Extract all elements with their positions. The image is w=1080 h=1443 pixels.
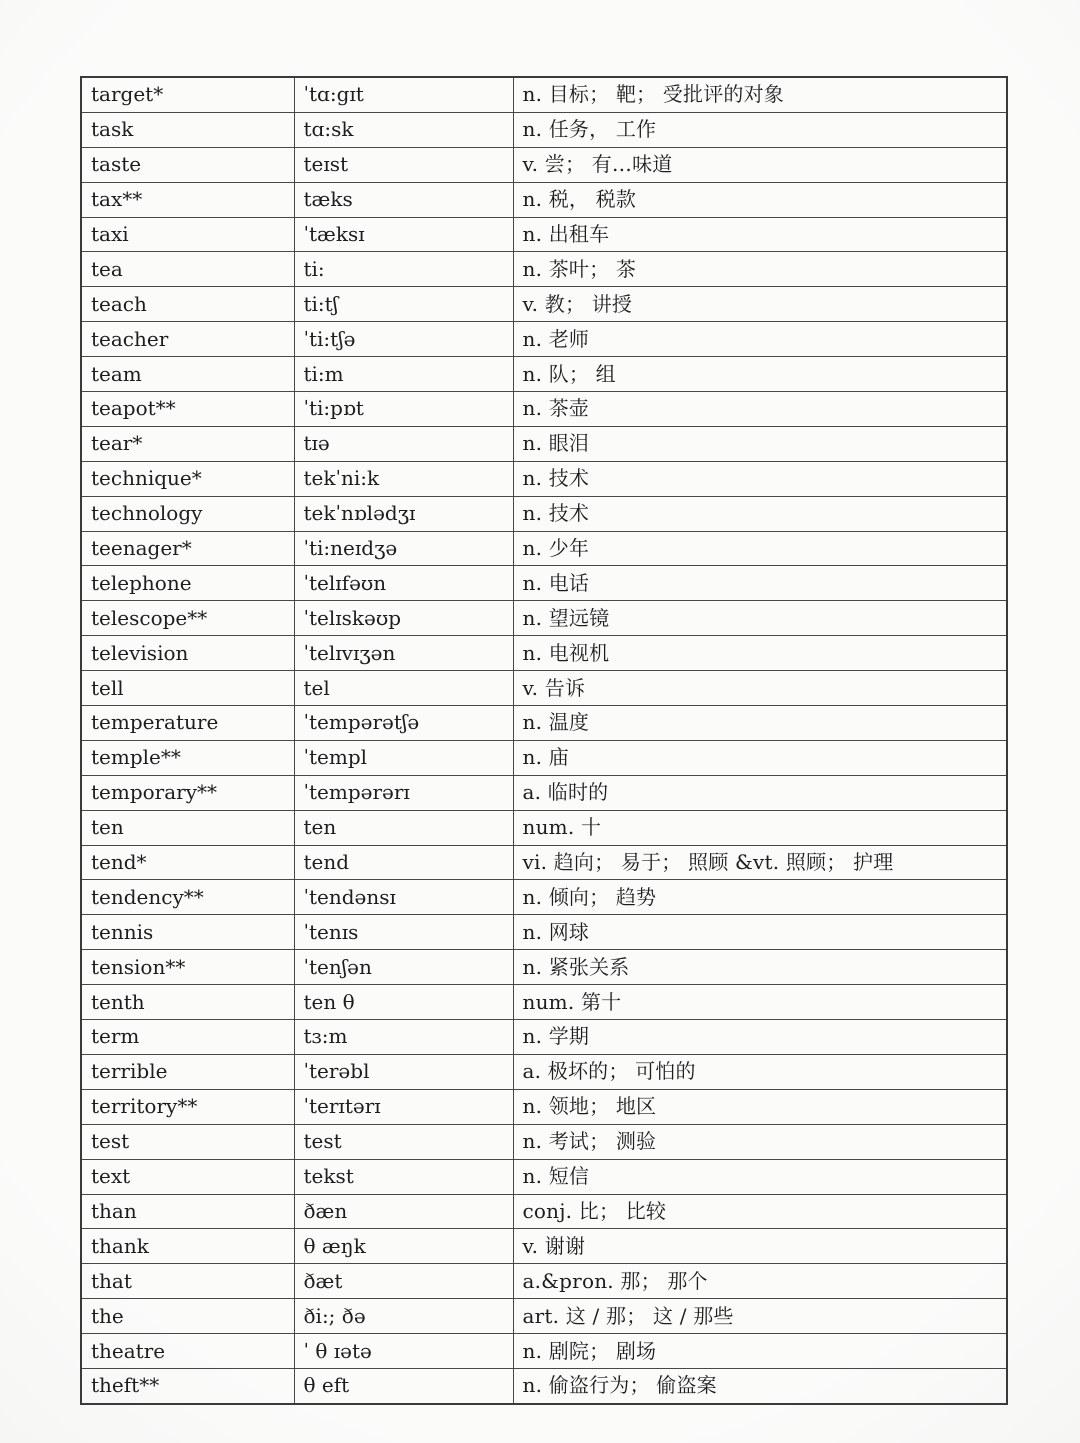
phonetic-cell: ˈti:pɒt <box>294 392 513 427</box>
phonetic-cell: ˈtelɪfəʊn <box>294 566 513 601</box>
phonetic-cell: test <box>294 1124 513 1159</box>
phonetic-cell: ˈtenɪs <box>294 915 513 950</box>
table-row <box>81 1124 1007 1159</box>
table-row <box>81 112 1007 147</box>
table-row <box>81 810 1007 845</box>
word-cell: territory** <box>81 1089 294 1124</box>
phonetic-cell: ˈtempl <box>294 740 513 775</box>
definition-cell: n. 偷盗行为； 偷盗案 <box>513 1368 1007 1403</box>
word-cell: that <box>81 1264 294 1299</box>
word-cell: tendency** <box>81 880 294 915</box>
phonetic-cell: tekˈni:k <box>294 461 513 496</box>
word-cell: tell <box>81 671 294 706</box>
definition-cell: n. 眼泪 <box>513 426 1007 461</box>
phonetic-cell: tæks <box>294 182 513 217</box>
definition-cell: a. 极坏的； 可怕的 <box>513 1054 1007 1089</box>
definition-cell: v. 尝； 有…味道 <box>513 147 1007 182</box>
definition-cell: num. 十 <box>513 810 1007 845</box>
phonetic-cell: ˈtempərətʃə <box>294 706 513 741</box>
definition-cell: n. 目标； 靶； 受批评的对象 <box>513 77 1007 112</box>
table-row <box>81 740 1007 775</box>
phonetic-cell: ði:; ðə <box>294 1299 513 1334</box>
phonetic-cell: ti:tʃ <box>294 287 513 322</box>
phonetic-cell: tɑ:sk <box>294 112 513 147</box>
table-row <box>81 845 1007 880</box>
table-row <box>81 950 1007 985</box>
definition-cell: n. 电话 <box>513 566 1007 601</box>
definition-cell: n. 队； 组 <box>513 357 1007 392</box>
definition-cell: a.&pron. 那； 那个 <box>513 1264 1007 1299</box>
definition-cell: n. 少年 <box>513 531 1007 566</box>
phonetic-cell: ti: <box>294 252 513 287</box>
phonetic-cell: ˈterɪtərɪ <box>294 1089 513 1124</box>
word-cell: terrible <box>81 1054 294 1089</box>
definition-cell: a. 临时的 <box>513 775 1007 810</box>
definition-cell: n. 考试； 测验 <box>513 1124 1007 1159</box>
word-cell: test <box>81 1124 294 1159</box>
word-cell: task <box>81 112 294 147</box>
phonetic-cell: ti:m <box>294 357 513 392</box>
word-cell: temple** <box>81 740 294 775</box>
table-row <box>81 636 1007 671</box>
phonetic-cell: ten θ <box>294 985 513 1020</box>
definition-cell: num. 第十 <box>513 985 1007 1020</box>
table-row <box>81 1334 1007 1369</box>
table-row <box>81 147 1007 182</box>
phonetic-cell: ˈtendənsɪ <box>294 880 513 915</box>
definition-cell: n. 老师 <box>513 322 1007 357</box>
word-cell: tea <box>81 252 294 287</box>
definition-cell: v. 谢谢 <box>513 1229 1007 1264</box>
phonetic-cell: ˈtempərərɪ <box>294 775 513 810</box>
phonetic-cell: θ eft <box>294 1368 513 1403</box>
word-cell: ten <box>81 810 294 845</box>
definition-cell: conj. 比； 比较 <box>513 1194 1007 1229</box>
phonetic-cell: ˈterəbl <box>294 1054 513 1089</box>
word-cell: teach <box>81 287 294 322</box>
table-row <box>81 985 1007 1020</box>
table-row <box>81 915 1007 950</box>
phonetic-cell: ten <box>294 810 513 845</box>
table-row <box>81 706 1007 741</box>
word-cell: technology <box>81 496 294 531</box>
word-cell: taste <box>81 147 294 182</box>
phonetic-cell: ˈtelɪskəʊp <box>294 601 513 636</box>
table-row <box>81 1299 1007 1334</box>
word-cell: tension** <box>81 950 294 985</box>
word-cell: theft** <box>81 1368 294 1403</box>
phonetic-cell: ˈtelɪvɪʒən <box>294 636 513 671</box>
definition-cell: n. 庙 <box>513 740 1007 775</box>
word-cell: thank <box>81 1229 294 1264</box>
table-row <box>81 775 1007 810</box>
phonetic-cell: ðæt <box>294 1264 513 1299</box>
word-cell: temperature <box>81 706 294 741</box>
table-row <box>81 1368 1007 1403</box>
table-row <box>81 287 1007 322</box>
word-cell: television <box>81 636 294 671</box>
phonetic-cell: tekst <box>294 1159 513 1194</box>
table-row <box>81 217 1007 252</box>
definition-cell: n. 温度 <box>513 706 1007 741</box>
definition-cell: n. 剧院； 剧场 <box>513 1334 1007 1369</box>
word-cell: the <box>81 1299 294 1334</box>
table-row <box>81 601 1007 636</box>
definition-cell: n. 望远镜 <box>513 601 1007 636</box>
definition-cell: n. 税， 税款 <box>513 182 1007 217</box>
phonetic-cell: ˈti:neɪdʒə <box>294 531 513 566</box>
word-cell: teapot** <box>81 392 294 427</box>
definition-cell: n. 任务， 工作 <box>513 112 1007 147</box>
phonetic-cell: θ æŋk <box>294 1229 513 1264</box>
phonetic-cell: tend <box>294 845 513 880</box>
table-row <box>81 566 1007 601</box>
definition-cell: vi. 趋向； 易于； 照顾 &vt. 照顾； 护理 <box>513 845 1007 880</box>
table-row <box>81 1159 1007 1194</box>
definition-cell: art. 这 / 那； 这 / 那些 <box>513 1299 1007 1334</box>
word-cell: tenth <box>81 985 294 1020</box>
table-row <box>81 252 1007 287</box>
phonetic-cell: teɪst <box>294 147 513 182</box>
table-row <box>81 531 1007 566</box>
phonetic-cell: tɪə <box>294 426 513 461</box>
word-cell: than <box>81 1194 294 1229</box>
word-cell: taxi <box>81 217 294 252</box>
word-cell: temporary** <box>81 775 294 810</box>
table-row <box>81 1020 1007 1055</box>
word-cell: tend* <box>81 845 294 880</box>
table-row <box>81 461 1007 496</box>
definition-cell: n. 技术 <box>513 461 1007 496</box>
table-row <box>81 671 1007 706</box>
phonetic-cell: ˈtɑ:gɪt <box>294 77 513 112</box>
word-cell: tear* <box>81 426 294 461</box>
definition-cell: v. 告诉 <box>513 671 1007 706</box>
definition-cell: n. 领地； 地区 <box>513 1089 1007 1124</box>
word-cell: term <box>81 1020 294 1055</box>
table-row <box>81 426 1007 461</box>
word-cell: team <box>81 357 294 392</box>
vocabulary-table <box>80 76 1008 1405</box>
word-cell: target* <box>81 77 294 112</box>
word-cell: teenager* <box>81 531 294 566</box>
table-row <box>81 1089 1007 1124</box>
definition-cell: n. 短信 <box>513 1159 1007 1194</box>
definition-cell: n. 出租车 <box>513 217 1007 252</box>
word-cell: tax** <box>81 182 294 217</box>
phonetic-cell: ˈ θ ɪətə <box>294 1334 513 1369</box>
table-row <box>81 1194 1007 1229</box>
word-cell: telescope** <box>81 601 294 636</box>
phonetic-cell: tel <box>294 671 513 706</box>
table-row <box>81 182 1007 217</box>
definition-cell: n. 学期 <box>513 1020 1007 1055</box>
definition-cell: n. 技术 <box>513 496 1007 531</box>
vocabulary-table-body <box>81 77 1007 1404</box>
table-row <box>81 1264 1007 1299</box>
phonetic-cell: ˈti:tʃə <box>294 322 513 357</box>
phonetic-cell: ðæn <box>294 1194 513 1229</box>
definition-cell: n. 倾向； 趋势 <box>513 880 1007 915</box>
table-row <box>81 1229 1007 1264</box>
phonetic-cell: tekˈnɒlədʒɪ <box>294 496 513 531</box>
table-row <box>81 77 1007 112</box>
word-cell: tennis <box>81 915 294 950</box>
definition-cell: n. 茶叶； 茶 <box>513 252 1007 287</box>
phonetic-cell: ˈtenʃən <box>294 950 513 985</box>
word-cell: theatre <box>81 1334 294 1369</box>
table-row <box>81 392 1007 427</box>
table-row <box>81 1054 1007 1089</box>
definition-cell: n. 紧张关系 <box>513 950 1007 985</box>
word-cell: telephone <box>81 566 294 601</box>
word-cell: text <box>81 1159 294 1194</box>
definition-cell: n. 网球 <box>513 915 1007 950</box>
table-row <box>81 880 1007 915</box>
definition-cell: n. 电视机 <box>513 636 1007 671</box>
word-cell: teacher <box>81 322 294 357</box>
table-row <box>81 357 1007 392</box>
phonetic-cell: tɜ:m <box>294 1020 513 1055</box>
definition-cell: n. 茶壶 <box>513 392 1007 427</box>
definition-cell: v. 教； 讲授 <box>513 287 1007 322</box>
phonetic-cell: ˈtæksɪ <box>294 217 513 252</box>
table-row <box>81 496 1007 531</box>
table-row <box>81 322 1007 357</box>
word-cell: technique* <box>81 461 294 496</box>
